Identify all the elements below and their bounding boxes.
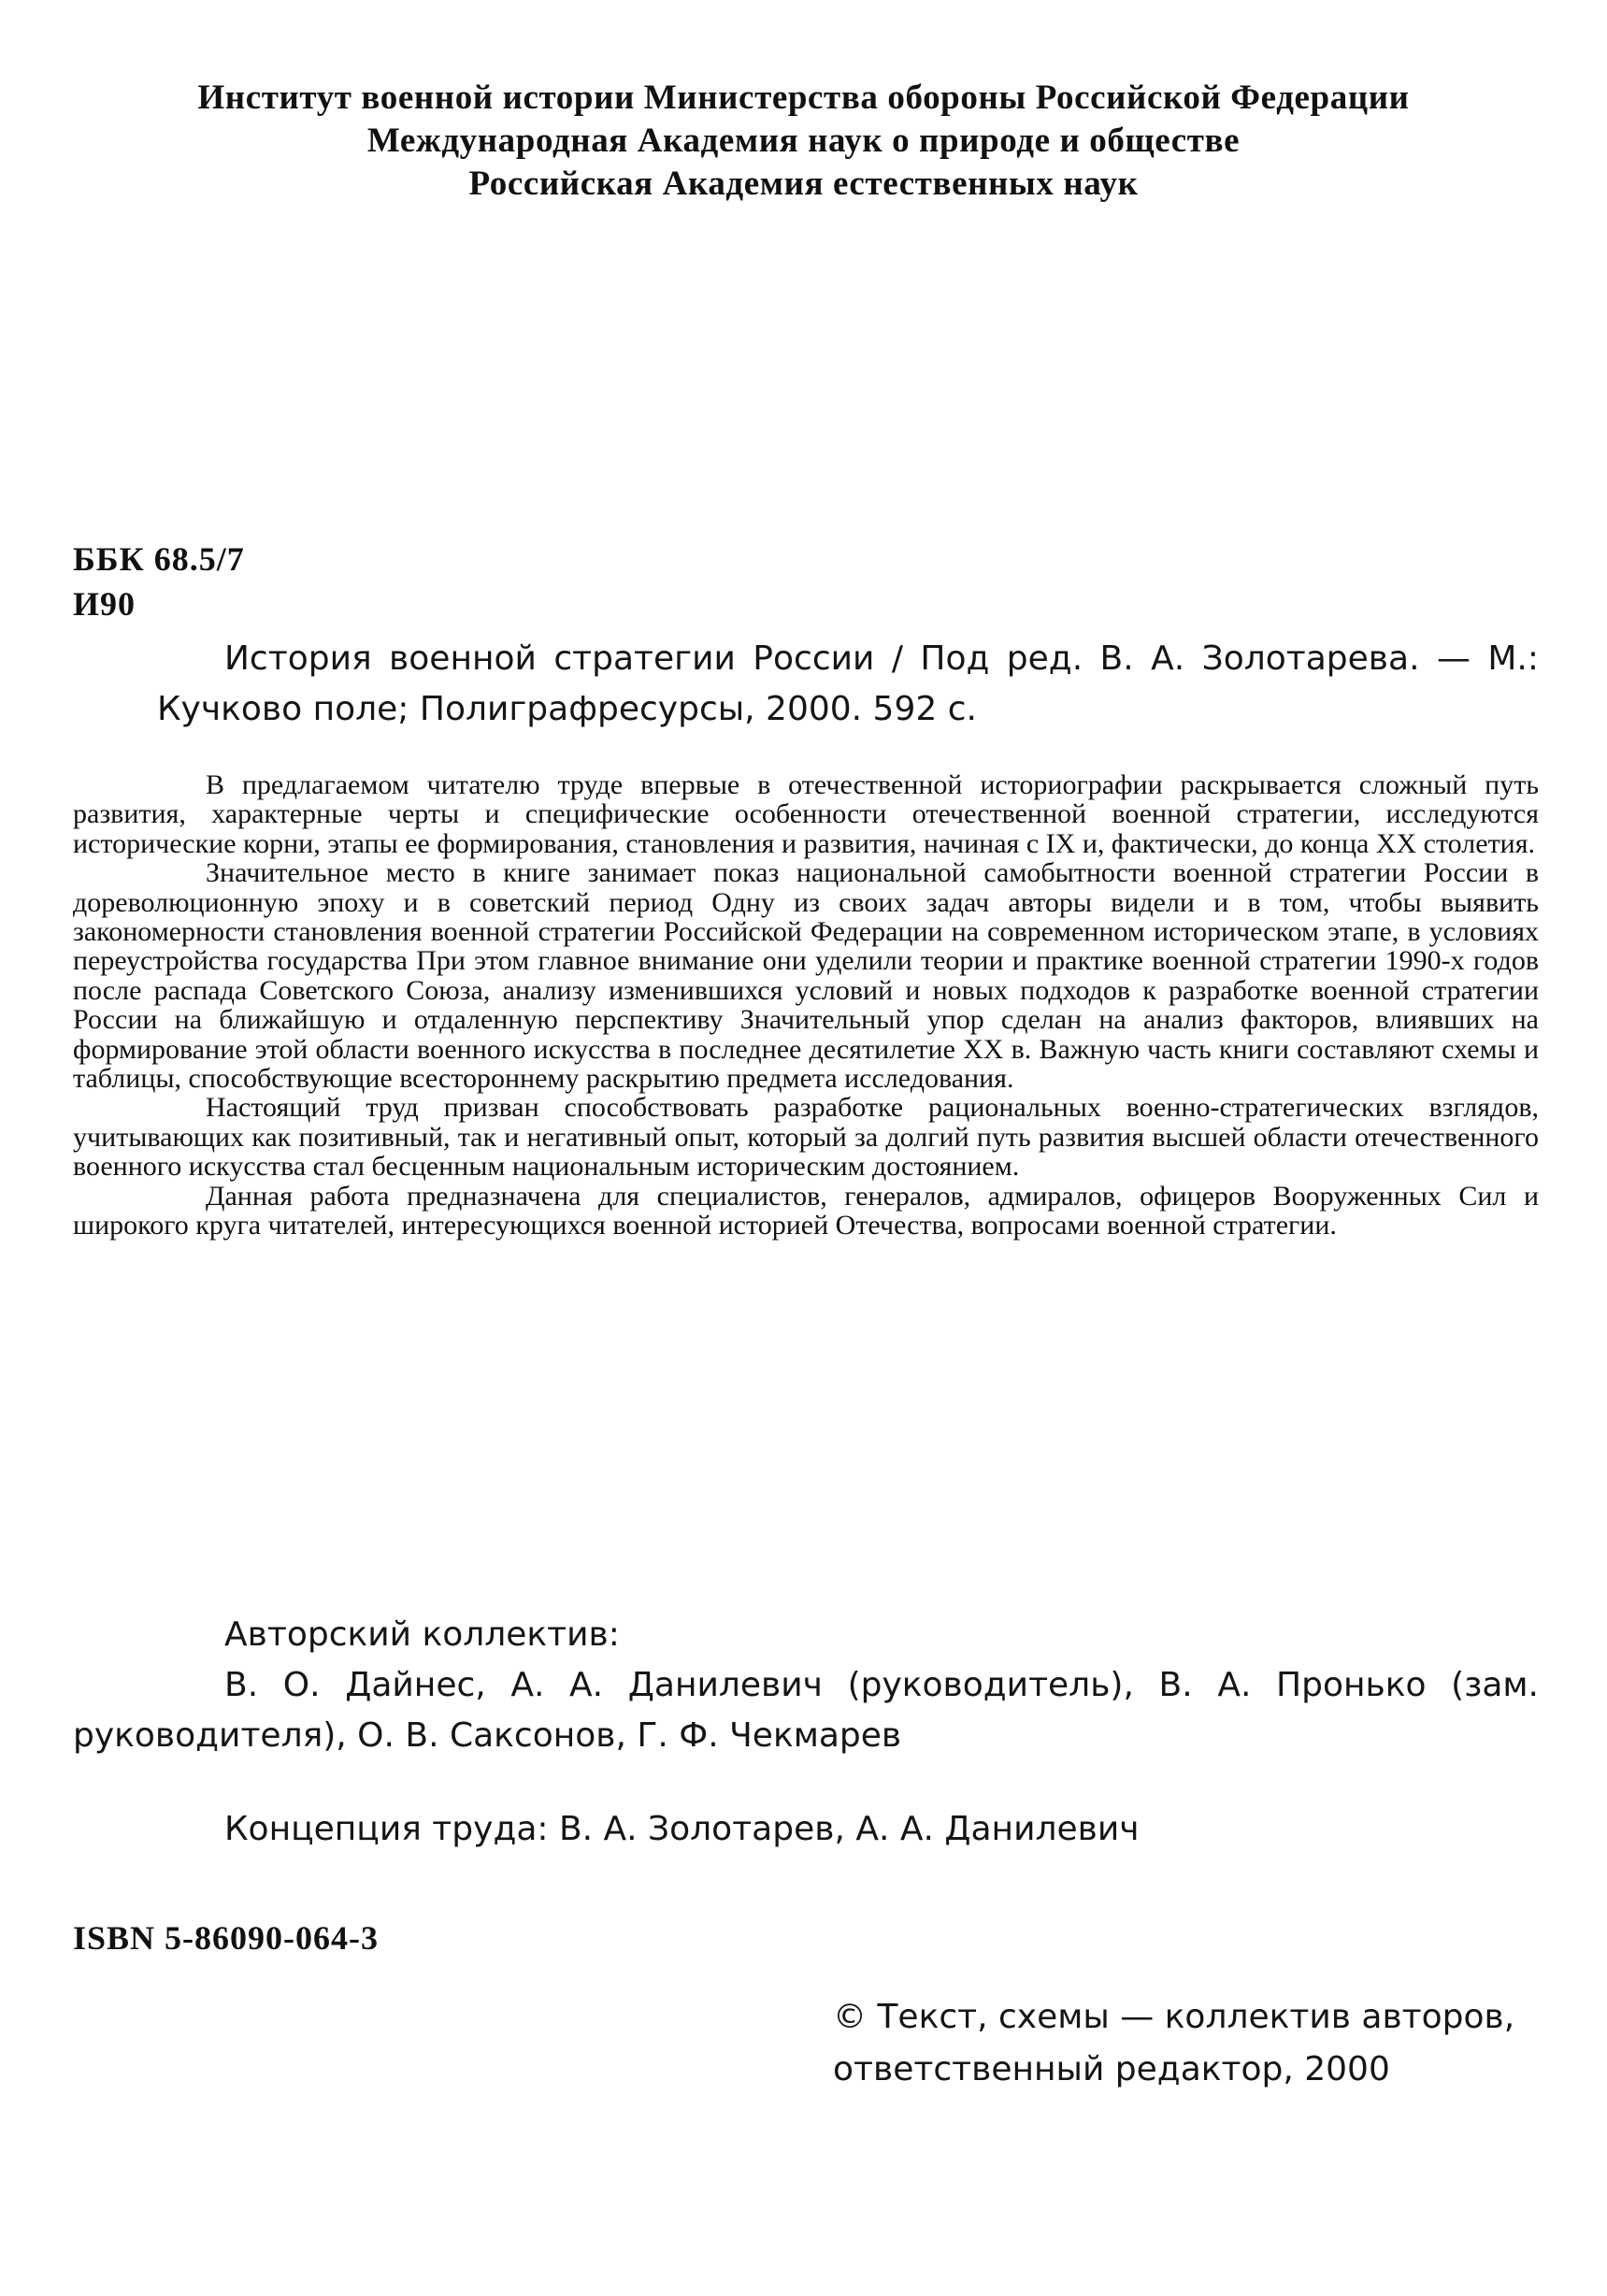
annotation [73, 770, 1539, 1241]
annotation-paragraph-3: Настоящий труд призван способствовать разработке рациональных военно-стратегических взглядов, учитывающих как позитивный, так и негативный опыт, который за долгий путь развития высшей области отечественного военного искусства стал бесценным национальным историческим достоянием. [73, 1092, 1539, 1183]
author-collective [73, 1610, 1539, 1855]
annotation-paragraph-1: В предлагаемом читателю труде впервые в отечественной историографии раскрывается сложный путь развития, характерные черты и специфические особенности отечественной военной стратегии, исследуются исторические корни, этапы ее формирования, становления и развития, начиная с IX и, фактически, до конца XX столетия. [73, 769, 1539, 859]
classification-codes [73, 537, 245, 626]
institution-line-2: Международная Академия наук о природе и обществе [366, 122, 1241, 160]
authors-heading: Авторский коллектив: [224, 1615, 620, 1654]
concept-credit: Концепция труда: В. А. Золотарев, А. А. Данилевич [224, 1810, 1140, 1848]
annotation-paragraph-2: Значительное место в книге занимает показ национальной самобытности военной стратегии России в дореволюционную эпоху и в советский период Одну из своих задач авторы видели и в том, чтобы выявить закономерности становления военной стратегии Российской Федерации на современном историческом этапе, в условиях переустройства государства При этом главное внимание они уделили теории и практике военной стратегии 1990-х годов после распада Советского Союза, анализу изменившихся условий и новых подходов к разработке военной стратегии России на ближайшую и отдаленную перспективу Значительный упор сделан на анализ факторов, влиявших на формирование этой области военного искусства в последнее десятилетие XX в. Важную часть книги составляют схемы и таблицы, способствующие всестороннему раскрытию предмета исследования. [73, 857, 1539, 1095]
annotation-paragraph-4: Данная работа предназначена для специалистов, генералов, адмиралов, офицеров Вооруженных Сил и широкого круга читателей, интересующихся военной историей Отечества, вопросами военной стратегии. [73, 1180, 1539, 1241]
bbk-code: ББК 68.5/7 [73, 540, 245, 578]
isbn: ISBN 5-86090-064-3 [73, 1919, 380, 1957]
bibliographic-line-1: История военной стратегии России / Под ред. В. А. Золотарева. — М.: [224, 639, 1539, 678]
authors-names: В. О. Дайнес, А. А. Данилевич (руководитель), В. А. Пронько (зам. руководителя), О. В. Саксонов, Г. Ф. Чекмарев [73, 1666, 1539, 1755]
bibliographic-line-2: Кучково поле; Полиграфресурсы, 2000. 592 с. [157, 690, 977, 728]
bibliographic-entry [157, 634, 1539, 735]
copyright-line-1: © Текст, схемы — коллектив авторов, [833, 1998, 1515, 2036]
institution-line-1: Институт военной истории Министерства обороны Российской Федерации [197, 79, 1410, 117]
author-mark: И90 [73, 585, 136, 623]
copyright-line-2: ответственный редактор, 2000 [833, 2050, 1390, 2088]
institution-line-3: Российская Академия естественных наук [468, 165, 1139, 203]
publisher-institutions [0, 77, 1607, 206]
copyright-notice [833, 1991, 1514, 2096]
